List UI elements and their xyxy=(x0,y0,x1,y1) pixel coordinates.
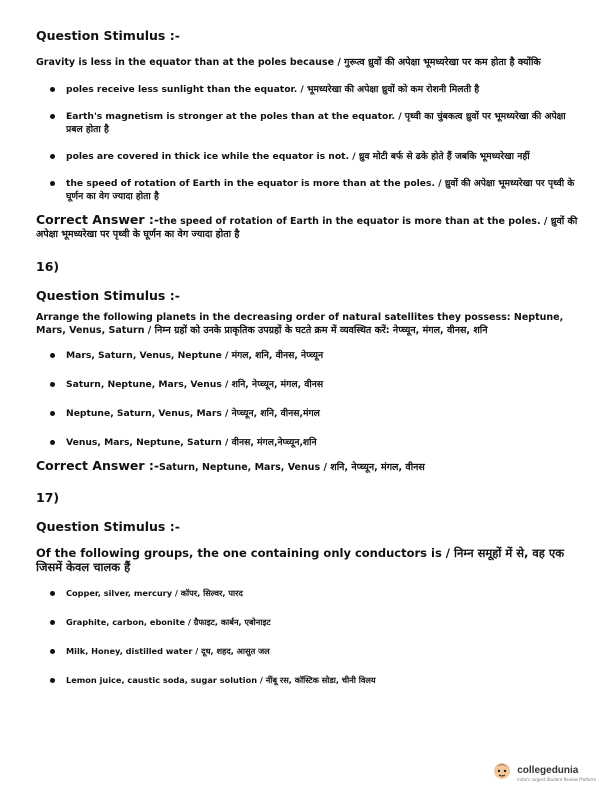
q16-option-3: Neptune, Saturn, Venus, Mars / नेप्च्यून, शनि, वीनस,मंगल xyxy=(36,407,584,420)
q17-heading: Question Stimulus :- xyxy=(36,519,180,534)
q15-options xyxy=(36,83,584,203)
q17-option-2: Graphite, carbon, ebonite / ग्रैफाइट, कार्बन, एबोनाइट xyxy=(36,616,584,629)
q16-option-2: Saturn, Neptune, Mars, Venus / शनि, नेप्च्यून, मंगल, वीनस xyxy=(36,378,584,391)
q15-answer-label: Correct Answer :- xyxy=(36,212,160,227)
q16-options xyxy=(36,349,584,449)
logo-tagline: India's largest Student Review Platform xyxy=(517,777,596,782)
q16-option-4: Venus, Mars, Neptune, Saturn / वीनस, मंगल,नेप्च्यून,शनि xyxy=(36,436,584,449)
q15-option-1: poles receive less sunlight than the equator. / भूमध्यरेखा की अपेक्षा ध्रुवों को कम रोशनी मिलती है xyxy=(36,83,584,96)
q15-heading: Question Stimulus :- xyxy=(36,28,180,43)
q16-answer-text: Saturn, Neptune, Mars, Venus / शनि, नेप्च्यून, मंगल, वीनस xyxy=(159,462,425,473)
collegedunia-logo xyxy=(491,758,596,782)
q17-option-4: Lemon juice, caustic soda, sugar solution / नींबू रस, कॉस्टिक सोडा, चीनी विलय xyxy=(36,674,584,687)
q15-stimulus: Gravity is less in the equator than at the poles because / गुरूत्व ध्रुवों की अपेक्षा भूमध्यरेखा पर कम होता है क्योंकि xyxy=(36,57,541,68)
q17-options xyxy=(36,587,584,687)
mascot-icon xyxy=(491,759,513,781)
page xyxy=(36,28,584,687)
q16-correct-answer xyxy=(36,459,584,474)
q16-option-1: Mars, Saturn, Venus, Neptune / मंगल, शनि, वीनस, नेप्च्यून xyxy=(36,349,584,362)
q16-heading: Question Stimulus :- xyxy=(36,288,180,303)
q15-answer-text: the speed of rotation of Earth in the equator is more than at the poles. / ध्रुवों की अपेक्षा भूमध्यरेखा पर पृथ्वी के घूर्णन का वेग ज्यादा होता है xyxy=(36,216,578,240)
q17-option-1: Copper, silver, mercury / कॉपर, सिल्वर, पारद xyxy=(36,587,584,600)
q17-option-3: Milk, Honey, distilled water / दूध, शहद, आसुत जल xyxy=(36,645,584,658)
q16-number: 16) xyxy=(36,259,60,274)
q16-stimulus: Arrange the following planets in the decreasing order of natural satellites they possess: Neptune, Mars, Venus, Saturn / निम्न ग्रहों को उनके प्राकृतिक उपग्रहों के घटते क्रम में व्यवस्थित करें: नेप्च्यून, मंगल, वीनस, शनि xyxy=(36,312,564,336)
logo-name: collegedunia xyxy=(517,765,579,776)
q17-stimulus: Of the following groups, the one containing only conductors is / निम्न समूहों में से, वह एक जिसमें केवल चालक हैं xyxy=(36,546,565,574)
q16-answer-label: Correct Answer :- xyxy=(36,458,160,473)
q15-option-2: Earth's magnetism is stronger at the poles than at the equator. / पृथ्वी का चुंबकत्व ध्रुवों पर भूमध्यरेखा की अपेक्षा प्रबल होता है xyxy=(36,110,584,136)
q17-number: 17) xyxy=(36,490,60,505)
q15-correct-answer xyxy=(36,213,584,241)
q15-option-4: the speed of rotation of Earth in the equator is more than at the poles. / ध्रुवों की अपेक्षा भूमध्यरेखा पर पृथ्वी के घूर्णन का वेग ज्यादा होता है xyxy=(36,177,584,203)
q15-option-3: poles are covered in thick ice while the equator is not. / ध्रुव मोटी बर्फ से ढके होते हैं जबकि भूमध्यरेखा नहीं xyxy=(36,150,584,163)
